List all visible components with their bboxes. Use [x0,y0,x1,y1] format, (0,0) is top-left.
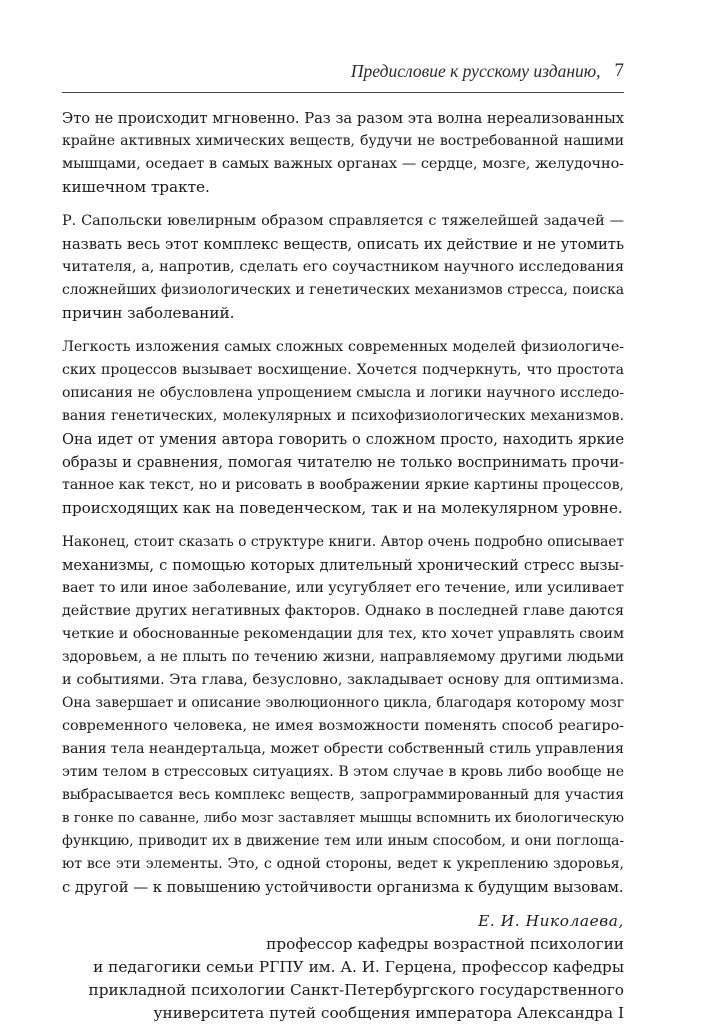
text-line: механизмы, с помощью которых длительный хронический стресс вызы- [62,557,624,574]
text-line: этим телом в стрессовых ситуациях. В этом случае в кровь либо вообще не [62,764,624,780]
author-affiliation-line: университета путей сообщения императора Александра I [153,1004,624,1022]
running-title: Предисловие к русскому изданию [350,60,597,81]
text-line: сложнейших физиологических и генетических механизмов стресса, поиска [62,282,624,298]
author-affiliation-line: прикладной психологии Санкт-Петербургского государственного [88,981,624,999]
text-line: в гонке по саванне, либо мозг заставляет мышцы вспомнить их биологическую [62,811,624,826]
text-line: образы и сравнения, помогая читателю не только воспринимать прочи- [62,454,624,471]
paragraph-4 [62,531,624,899]
text-line: действие других негативных факторов. Однако в последней главе даются [62,603,624,619]
text-line: причин заболеваний. [62,304,235,322]
text-line: Она завершает и описание эволюционного цикла, благодаря которому мозг [62,695,624,711]
paragraph-1 [62,107,624,199]
text-line: кишечном тракте. [62,178,210,196]
text-line: здоровьем, а не плыть по течению жизни, направляемому другими людьми [62,649,624,665]
author-name-text: Е. И. Николаева [478,912,619,930]
text-line: назвать весь этот комплекс веществ, описать их действие и не утомить [62,235,624,253]
text-line: происходящих как на поведенческом, так и на молекулярном уровне. [62,499,623,517]
text-line: вает то или иное заболевание, или усугубляет его течение, или усиливает [62,580,624,596]
paragraph-3 [62,336,624,520]
header-rule [62,92,624,93]
author-affiliation-line: профессор кафедры возрастной психологии [266,935,624,953]
text-line: функцию, приводит их в движение тем или иным способом, и они поглоща- [62,833,624,849]
paragraph-2 [62,210,624,325]
text-line: вания генетических, молекулярных и психофизиологических механизмов. [62,408,624,424]
text-line: ских процессов вызывает восхищение. Хочется подчеркнуть, что простота [62,362,624,378]
text-line: современного человека, не имея возможности поменять способ реагиро- [62,718,624,734]
text-line: вания тела неандертальца, может обрести собственный стиль управления [62,741,624,757]
text-line: с другой — к повышению устойчивости организма к будущим вызовам. [62,878,624,896]
text-line: Р. Сапольски ювелирным образом справляется с тяжелейшей задачей — [62,213,624,229]
body-text [62,107,624,899]
text-line: четкие и обоснованные рекомендации для тех, кто хочет управлять своим [62,626,624,642]
page-number: 7 [614,60,624,81]
text-line: мышцами, оседает в самых важных органах — сердце, мозге, желудочно- [62,156,624,172]
text-line: танное как текст, но и рисовать в воображении яркие картины процессов, [62,477,625,493]
book-page [62,56,624,1025]
text-line: Легкость изложения самых сложных современных моделей физиологиче- [62,339,624,355]
text-line: крайне активных химических веществ, будучи не востребованной нашими [62,133,624,149]
text-line: Это не происходит мгновенно. Раз за разом эта волна нереализованных [62,110,624,127]
author-affiliation-line: и педагогики семьи РГПУ им. А. И. Герцена, профессор кафедры [93,958,624,976]
running-head-separator: , [596,60,601,81]
text-line: Наконец, стоит сказать о структуре книги. Автор очень подробно описывает [62,534,624,550]
text-line: и событиями. Эта глава, безусловно, закладывает основу для оптимизма. [62,672,624,688]
text-line: читателя, а, напротив, сделать его соучастником научного исследования [62,259,624,275]
running-head [62,56,624,86]
text-line: ют все эти элементы. Это, с одной стороны, ведет к укреплению здоровья, [62,856,624,872]
text-line: описания не обусловлена упрощением смысла и логики научного исследо- [62,385,624,401]
text-line: выбрасывается весь комплекс веществ, запрограммированный для участия [62,787,624,803]
signature-block [62,910,624,1025]
text-line: Она идет от умения автора говорить о сложном просто, находить яркие [62,431,624,448]
author-name: Е. И. Николаева, [478,912,624,930]
